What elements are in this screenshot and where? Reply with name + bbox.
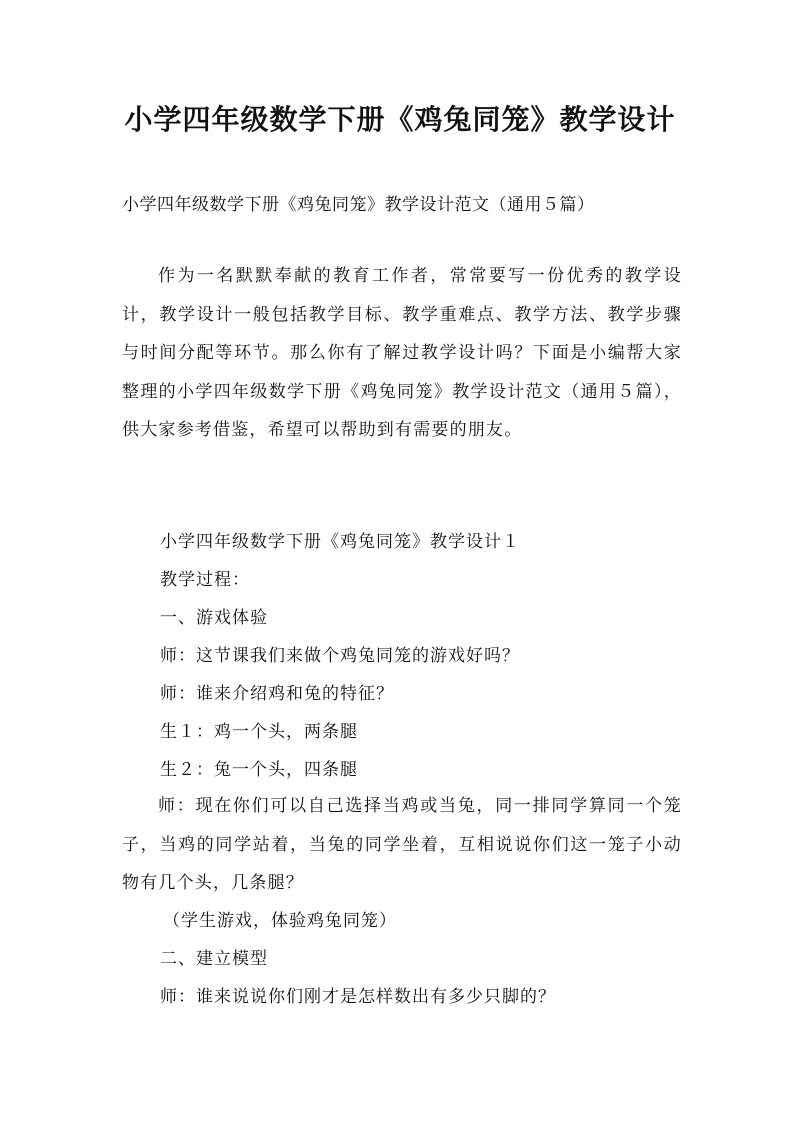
teacher-instruction-paragraph: 师：现在你们可以自己选择当鸡或当兔，同一排同学算同一个笼子，当鸡的同学站着，当兔的同学坐着，互相说说你们这一笼子小动物有几个头，几条腿？ xyxy=(122,796,682,893)
document-title: 小学四年级数学下册《鸡兔同笼》教学设计 xyxy=(124,103,676,136)
part1-heading: 一、游戏体验 xyxy=(160,608,268,628)
activity-note: （学生游戏，体验鸡兔同笼） xyxy=(163,911,397,931)
dialogue-line: 生２：兔一个头，四条腿 xyxy=(160,760,358,780)
dialogue-line: 师：这节课我们来做个鸡兔同笼的游戏好吗？ xyxy=(160,646,520,666)
process-label: 教学过程： xyxy=(160,570,250,590)
dialogue-line: 生１：鸡一个头，两条腿 xyxy=(160,722,358,742)
intro-paragraph: 作为一名默默奉献的教育工作者，常常要写一份优秀的教学设计，教学设计一般包括教学目标、教学重难点、教学方法、教学步骤与时间分配等环节。那么你有了解过教学设计吗？下面是小编帮大家整理的小学四年级数学下册《鸡兔同笼》教学设计范文（通用５篇），供大家参考借鉴，希望可以帮助到有需要的朋友。 xyxy=(122,266,682,440)
dialogue-line: 师：谁来介绍鸡和兔的特征？ xyxy=(160,684,394,704)
part2-heading: 二、建立模型 xyxy=(160,949,268,969)
document-subtitle: 小学四年级数学下册《鸡兔同笼》教学设计范文（通用５篇） xyxy=(122,195,595,215)
dialogue-line: 师：谁来说说你们刚才是怎样数出有多少只脚的？ xyxy=(160,987,556,1007)
section-heading: 小学四年级数学下册《鸡兔同笼》教学设计１ xyxy=(160,532,520,552)
